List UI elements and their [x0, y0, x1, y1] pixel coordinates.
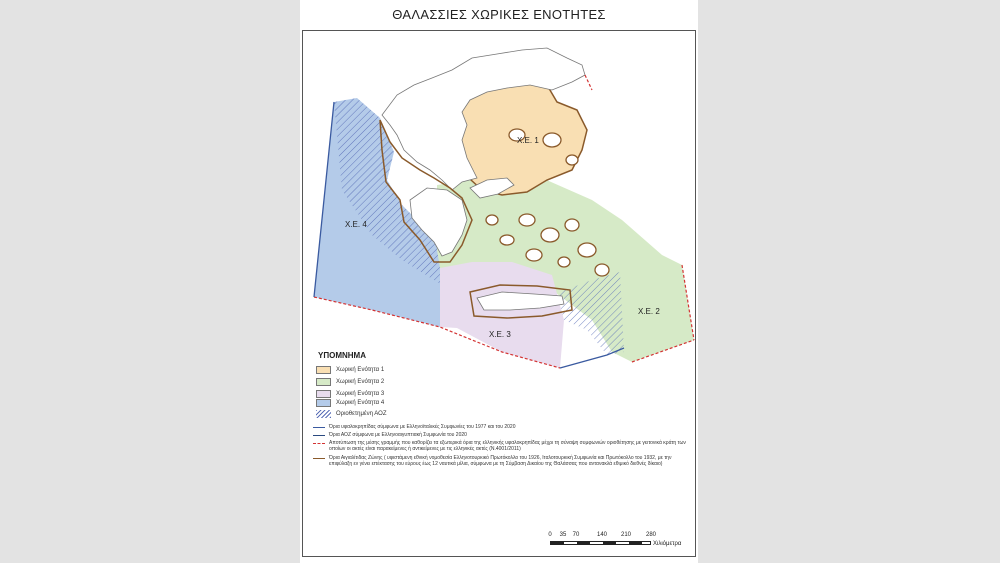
legend-swatch-zone-1 [316, 366, 331, 374]
zone-2-label: Χ.Ε. 2 [638, 307, 660, 316]
legend-title: ΥΠΟΜΝΗΜΑ [318, 351, 366, 360]
legend-line-symbol [313, 458, 325, 459]
scale-tick: 280 [645, 532, 657, 538]
legend-line-symbol [313, 435, 325, 436]
scale-unit: Χιλιόμετρα [653, 541, 682, 547]
zone-3-label: Χ.Ε. 3 [489, 330, 511, 339]
scale-tick: 35 [559, 532, 567, 538]
legend-line-symbol [313, 427, 325, 428]
zone-4-label: Χ.Ε. 4 [345, 220, 367, 229]
scale-tick: 0 [548, 532, 552, 538]
legend-label: Χωρική Ενότητα 2 [336, 379, 385, 385]
legend-swatch-zone-3 [316, 390, 331, 398]
scale-bar [545, 532, 695, 552]
legend-label: Οριοθετημένη ΑΟΖ [336, 411, 387, 417]
legend-line-label: Όρια Αιγιαλίτιδας Ζώνης ( υφιστάμενη εθνική νομοθεσία Ελληνοτουρκικό Πρωτόκολλο του 1926, Ιταλοτουρκική Συμφωνία και Πρωτόκολλο του 1932, με την επιφύλαξη εν γένει επέκτασης του εύρους έως 12 ναυτικά μίλια, σύμφωνα με τη Σύμβαση Δικαίου της Θαλάσσας που αντανακλά εθιμικό διεθνές δίκαιο) [329, 455, 672, 467]
scale-tick: 210 [620, 532, 632, 538]
zone-1-label: Χ.Ε. 1 [517, 136, 539, 145]
legend-label: Χωρική Ενότητα 1 [336, 367, 385, 373]
scale-tick: 140 [596, 532, 608, 538]
legend-label: Χωρική Ενότητα 3 [336, 391, 385, 397]
legend-line-symbol [313, 443, 325, 444]
legend-swatch-eez-hatch [316, 410, 331, 418]
legend-label: Χωρική Ενότητα 4 [336, 400, 385, 406]
map-canvas [302, 30, 696, 557]
legend-line-label: Όρια υφαλοκρηπίδας σύμφωνα με Ελληνοϊταλικές Συμφωνίες του 1977 και του 2020 [329, 424, 516, 430]
scale-tick: 70 [572, 532, 580, 538]
legend-line-label: Όρια ΑΟΖ σύμφωνα με Ελληνοαιγυπτιακή Συμφωνία του 2020 [329, 432, 467, 438]
map-title: ΘΑΛΑΣΣΙΕΣ ΧΩΡΙΚΕΣ ΕΝΟΤΗΤΕΣ [392, 7, 606, 22]
scale-bar-graphic [550, 541, 651, 545]
legend-swatch-zone-4 [316, 399, 331, 407]
legend-line-label: Αποτύπωση της μέσης γραμμής που καθορίζει τα εξωτερικά όρια της ελληνικής υφαλοκρηπίδας μέχρι τη σύναψη συμφωνιών οριοθέτησης με γειτονικά κράτη των οποίων οι ακτές είναι παρακείμενες ή αντικείμενες με τις ελληνικές ακτές (Ν.4001/2011) [329, 440, 686, 452]
legend-swatch-zone-2 [316, 378, 331, 386]
